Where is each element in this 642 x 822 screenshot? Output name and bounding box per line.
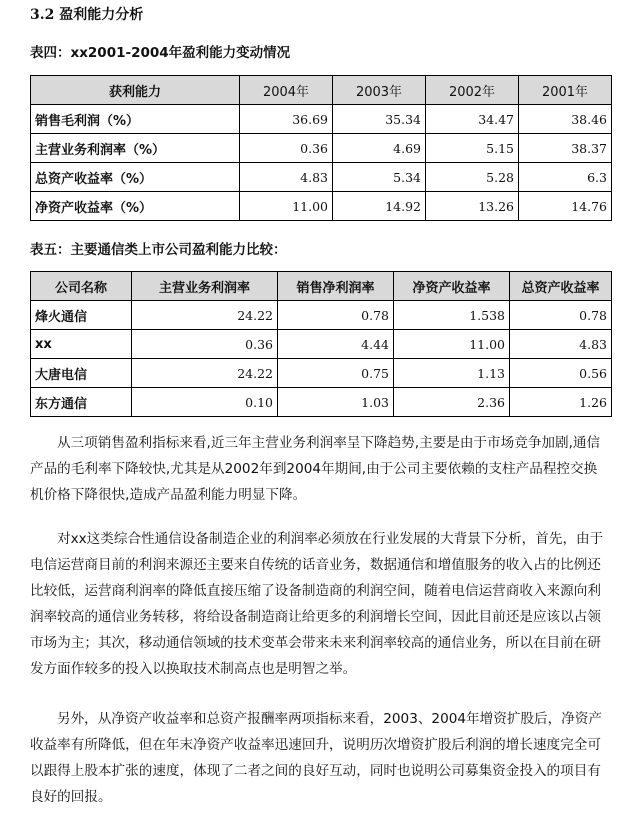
table-header-row xyxy=(31,272,612,301)
table-cell: 14.76 xyxy=(519,192,612,221)
column-header: 净资产收益率 xyxy=(394,272,510,301)
table-cell: 34.47 xyxy=(426,105,519,134)
table-header-row xyxy=(31,76,612,105)
table-cell: 0.78 xyxy=(278,301,394,330)
table-row xyxy=(31,359,612,388)
table-cell: 24.22 xyxy=(132,301,278,330)
table-row xyxy=(31,388,612,417)
table-cell: 1.13 xyxy=(394,359,510,388)
company-comparison-table xyxy=(30,271,612,417)
table-row xyxy=(31,163,612,192)
table-cell: 0.10 xyxy=(132,388,278,417)
row-label: 总资产收益率（%） xyxy=(31,163,240,192)
column-header: 2004年 xyxy=(240,76,333,105)
row-label: xx xyxy=(31,330,132,359)
column-header: 销售净利润率 xyxy=(278,272,394,301)
table-row xyxy=(31,134,612,163)
row-label: 主营业务利润率（%） xyxy=(31,134,240,163)
table-cell: 5.34 xyxy=(333,163,426,192)
table-cell: 5.15 xyxy=(426,134,519,163)
table-cell: 0.36 xyxy=(240,134,333,163)
profitability-trend-table xyxy=(30,75,612,221)
column-header: 主营业务利润率 xyxy=(132,272,278,301)
table-cell: 2.36 xyxy=(394,388,510,417)
table-cell: 5.28 xyxy=(426,163,519,192)
table-cell: 0.75 xyxy=(278,359,394,388)
row-label: 东方通信 xyxy=(31,388,132,417)
table-row xyxy=(31,105,612,134)
column-header: 总资产收益率 xyxy=(510,272,612,301)
table-cell: 0.36 xyxy=(132,330,278,359)
table-cell: 4.69 xyxy=(333,134,426,163)
paragraph-sales-profit: 从三项销售盈利指标来看,近三年主营业务利润率呈下降趋势,主要是由于市场竞争加剧,通信产品的毛利率下降较快,尤其是从2002年到2004年期间,由于公司主要依赖的支柱产品程控交换机价格下降很快,造成产品盈利能力明显下降。 xyxy=(30,435,601,503)
table-cell: 6.3 xyxy=(519,163,612,192)
column-header: 2001年 xyxy=(519,76,612,105)
table-cell: 14.92 xyxy=(333,192,426,221)
table-cell: 4.44 xyxy=(278,330,394,359)
table-cell: 0.78 xyxy=(510,301,612,330)
table-cell: 38.37 xyxy=(519,134,612,163)
table-cell: 13.26 xyxy=(426,192,519,221)
row-label: 大唐电信 xyxy=(31,359,132,388)
table5-caption: 表五：主要通信类上市公司盈利能力比较： xyxy=(30,242,287,258)
table-row xyxy=(31,301,612,330)
table-row xyxy=(31,330,612,359)
section-title: 3.2 盈利能力分析 xyxy=(30,7,144,23)
column-header: 获利能力 xyxy=(31,76,240,105)
table4-caption: 表四：xx2001-2004年盈利能力变动情况 xyxy=(30,45,291,61)
table-cell: 0.56 xyxy=(510,359,612,388)
column-header: 2003年 xyxy=(333,76,426,105)
table-cell: 1.538 xyxy=(394,301,510,330)
table-cell: 36.69 xyxy=(240,105,333,134)
paragraph-industry-context: 对xx这类综合性通信设备制造企业的利润率必须放在行业发展的大背景下分析，首先，由于电信运营商目前的利润来源还主要来自传统的话音业务，数据通信和增值服务的收入占的比例还比较低，运营商利润率的降低直接压缩了设备制造商的利润空间，随着电信运营商收入来源向利润率较高的通信业务转移，将给设备制造商让给更多的利润增长空间，因此目前还是应该以占领市场为主；其次，移动通信领域的技术变革会带来未来利润率较高的通信业务，所以在目前在研发方面作较多的投入以换取技术制高点也是明智之举。 xyxy=(30,531,604,677)
table-cell: 4.83 xyxy=(510,330,612,359)
paragraph-return-on-equity: 另外，从净资产收益率和总资产报酬率两项指标来看，2003、2004年增资扩股后，净资产收益率有所降低，但在年末净资产收益率迅速回升，说明历次增资扩股后利润的增长速度完全可以跟得上股本扩张的速度，体现了二者之间的良好互动，同时也说明公司募集资金投入的项目有良好的回报。 xyxy=(30,711,602,805)
column-header: 2002年 xyxy=(426,76,519,105)
table-cell: 38.46 xyxy=(519,105,612,134)
row-label: 烽火通信 xyxy=(31,301,132,330)
table-cell: 24.22 xyxy=(132,359,278,388)
table-cell: 11.00 xyxy=(394,330,510,359)
table-cell: 35.34 xyxy=(333,105,426,134)
table-cell: 11.00 xyxy=(240,192,333,221)
row-label: 销售毛利润（%） xyxy=(31,105,240,134)
table-cell: 1.03 xyxy=(278,388,394,417)
table-cell: 4.83 xyxy=(240,163,333,192)
row-label: 净资产收益率（%） xyxy=(31,192,240,221)
column-header: 公司名称 xyxy=(31,272,132,301)
table-cell: 1.26 xyxy=(510,388,612,417)
table-row xyxy=(31,192,612,221)
